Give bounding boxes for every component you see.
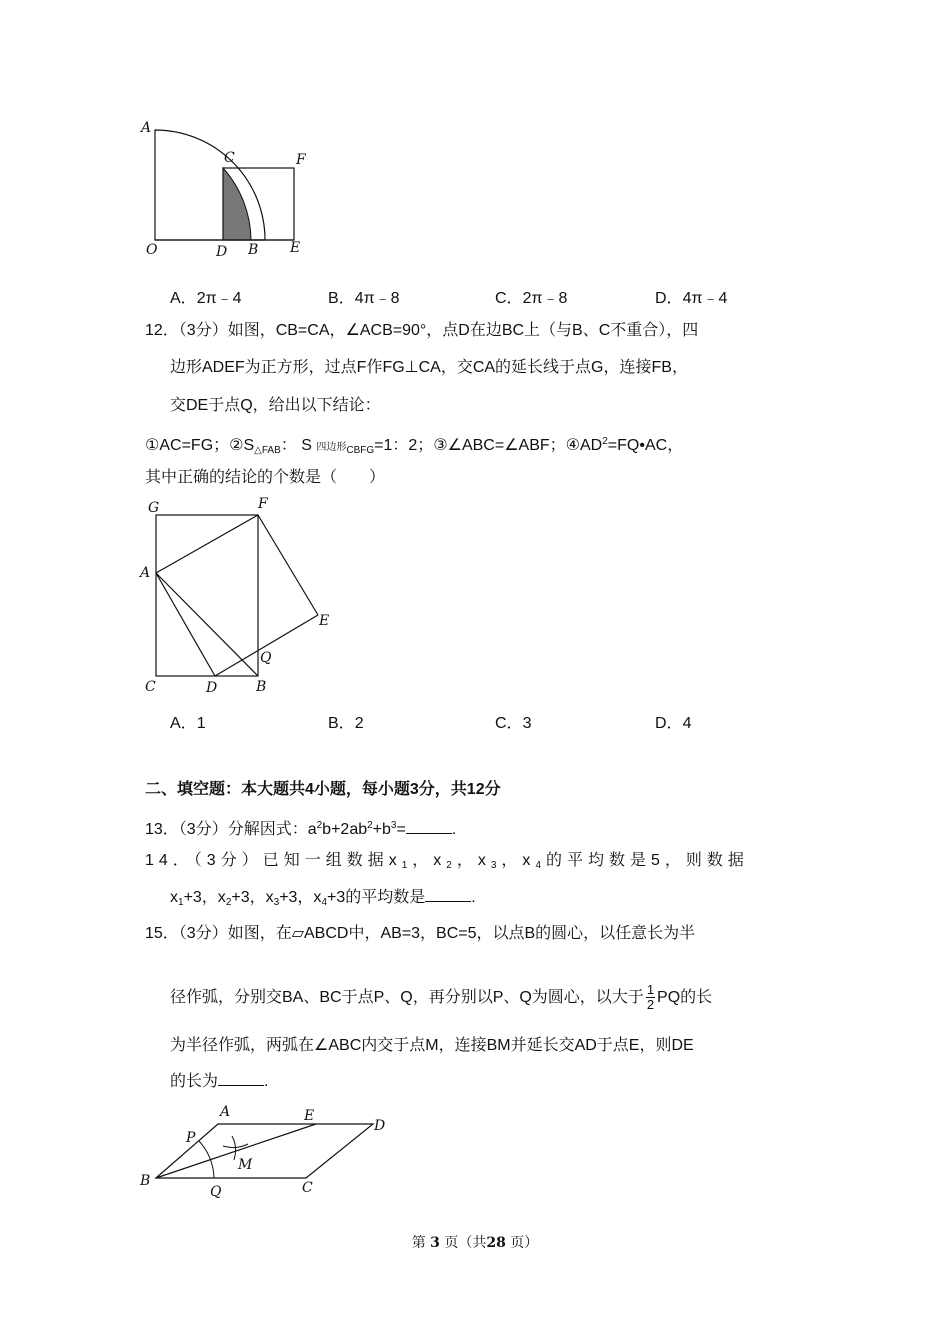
q11-option-a[interactable]: A．2π﹣4 [170, 290, 242, 307]
label-b: B [140, 1173, 151, 1189]
q15-line-1: 15．（3分）如图，在▱ABCD中，AB=3，BC=5，以点B的圆心，以任意长为半 [145, 925, 696, 942]
page-footer: 第 3 页（共28 页） [411, 1235, 539, 1251]
figure-q12 [136, 494, 346, 704]
label-e: E [304, 1108, 315, 1124]
label-b: B [248, 242, 259, 258]
q14-line-2: $x_1+3$，$x_2+3$，$x_3+3$，$x_4+3$的平均数是 . [170, 889, 476, 908]
q13-text: 13．（3分）分解因式：$a^2b+2ab^2+b^3=$ . [145, 820, 457, 838]
q15-line-3: 为半径作弧，两弧在∠ABC内交于点M，连接BM并延长交AD于点E，则DE [170, 1037, 694, 1054]
q11-option-d[interactable]: D．4π﹣4 [655, 290, 728, 307]
label-d: D [206, 680, 218, 696]
answer-blank[interactable] [218, 1071, 264, 1086]
q12-option-a[interactable]: A．1 [170, 715, 206, 732]
answer-blank[interactable] [406, 819, 452, 834]
q12-line-2: 边形ADEF为正方形，过点F作FG⊥CA，交CA的延长线于点G，连接FB， [170, 359, 688, 376]
label-f: F [258, 496, 268, 512]
label-c: C [224, 150, 235, 166]
q11-option-b[interactable]: B．4π﹣8 [328, 290, 400, 307]
label-g: G [148, 500, 160, 516]
q12-line-1: 12．（3分）如图，CB=CA，∠ACB=90°，点D在边BC上（与B、C不重合），四 [145, 322, 699, 339]
q12-option-d[interactable]: D．4 [655, 715, 692, 732]
label-d: D [216, 244, 228, 260]
total-pages: 28 [486, 1235, 506, 1251]
q15-line-4: 的长为 . [170, 1073, 269, 1090]
label-q: Q [260, 650, 272, 666]
q11-option-c[interactable]: C．2π﹣8 [495, 290, 568, 307]
q14-line-1: 14．（3分）已知一组数据$x_1$，$x_2$，$x_3$，$x_4$的平均数是5，则数据 [145, 852, 749, 871]
label-b: B [256, 679, 267, 695]
label-f: F [296, 152, 306, 168]
label-e: E [319, 613, 330, 629]
q12-conclusions: ①AC=FG；$②S_{\triangle FAB}$： S 四边形$_{CBFG}$=1：2；③∠ABC=∠ABF；$④AD^2=FQ•AC$， [145, 436, 684, 456]
label-a: A [140, 565, 151, 581]
label-q: Q [210, 1184, 222, 1200]
figure-q15 [136, 1100, 396, 1205]
label-o: O [146, 242, 158, 258]
label-e: E [290, 240, 301, 256]
label-d: D [374, 1118, 386, 1134]
q12-line-3: 交DE于点Q，给出以下结论： [170, 397, 381, 414]
q12-line-5: 其中正确的结论的个数是（ ） [145, 469, 386, 486]
label-a: A [141, 120, 152, 136]
section-2-heading: 二、填空题：本大题共4小题，每小题3分，共12分 [145, 781, 501, 798]
answer-blank[interactable] [425, 887, 471, 902]
label-c: C [302, 1180, 313, 1196]
page-number: 3 [430, 1235, 440, 1251]
label-p: P [186, 1130, 196, 1146]
label-c: C [145, 679, 156, 695]
label-m: M [238, 1157, 253, 1173]
label-a: A [220, 1104, 231, 1120]
figure-q11 [136, 118, 326, 268]
q12-option-b[interactable]: B．2 [328, 715, 364, 732]
q15-line-2: 径作弧，分别交BA、BC于点P、Q，再分别以P、Q为圆心，以大于 $\frac{1}{2}$ PQ的长 [170, 982, 713, 1013]
fraction-half: $\frac{1}{2}$ [646, 982, 655, 1013]
q12-option-c[interactable]: C．3 [495, 715, 532, 732]
